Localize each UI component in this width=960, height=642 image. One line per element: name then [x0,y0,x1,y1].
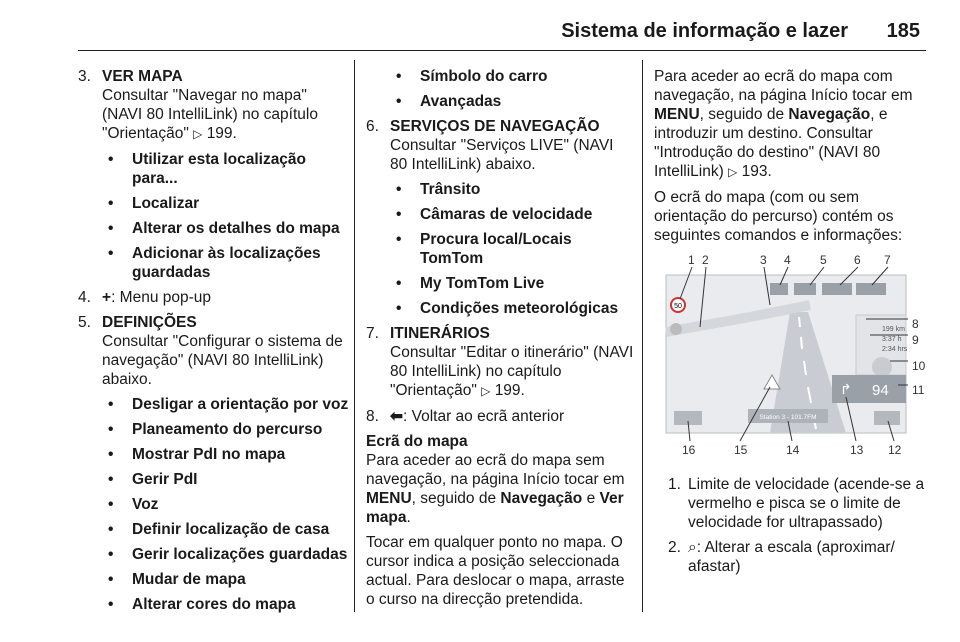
text: e [582,490,600,507]
figure-caption-list [654,475,932,576]
top-btn-6 [822,283,852,295]
top-btn-4 [770,283,788,295]
item-heading: ITINERÁRIOS [390,325,490,342]
item-text-body: Consultar "Editar o itinerário" (NAVI 80 IntelliLink) no capítulo "Orientação" [390,344,634,399]
page-ref: 193. [741,163,772,180]
callout-number: 1 [688,253,695,267]
bullet-item: • Condições meteorológicas [390,299,634,318]
column-divider-2 [642,60,643,612]
callout-number: 7 [884,253,891,267]
caption-item [654,475,932,532]
callout-number: 8 [912,317,919,331]
bullet-item: • Planeamento do percurso [102,420,350,439]
callout-number: 2 [702,253,709,267]
bullet-item: • Voz [102,495,350,514]
callout-number: 13 [850,443,864,457]
bullet-list-3 [102,150,350,282]
page-number: 185 [886,20,920,42]
paragraph-2: O ecrã do mapa (com ou sem orientação do percurso) contém os seguintes comandos e informações: [654,189,903,244]
header-rule [78,50,926,51]
list-item-7 [366,324,634,401]
list-item-3 [78,67,350,282]
callout-number: 15 [734,443,748,457]
page-header [0,0,960,50]
page-ref: 199. [206,125,237,142]
bullet-item: • Mostrar PdI no mapa [102,445,350,464]
list-item-8 [366,407,634,426]
zoom-icon [670,323,682,335]
caption-text: Limite de velocidade (acende-se a vermelho e pisca se o limite de velocidade for ultrapassado) [688,476,925,531]
pointer-arrow-icon: ▷ [481,384,491,398]
callout-number: 9 [912,333,919,347]
text: , seguido de [699,106,789,123]
bullet-item: • Procura local/Locais TomTom [390,230,634,268]
bottom-btn-12 [874,411,900,425]
callout-number: 3 [760,253,767,267]
item-number: 4. [78,289,91,306]
bullet-item: • Localizar [102,194,350,213]
item-heading: DEFINIÇÕES [102,314,197,331]
item-number: 8. [366,408,379,425]
bullet-item: • Símbolo do carro [390,67,634,86]
speed-limit-value: 50 [674,303,682,310]
pointer-arrow-icon: ▷ [193,127,203,141]
text: , e introduzir um destino. Consultar "Introdução do destino" (NAVI 80 IntelliLink) [654,106,888,180]
callout-number: 4 [784,253,791,267]
item-number: 6. [366,118,379,135]
list-item-5 [78,313,350,614]
distance-value: 199 km [882,326,905,333]
column-3 [654,67,932,582]
bullet-list-6 [390,180,634,318]
paragraph-1 [654,67,932,182]
item-text-body: Consultar "Navegar no mapa" (NAVI 80 IntelliLink) no capítulo "Orientação" [102,87,318,142]
caption-text: : Alterar a escala (aproximar/ afastar) [688,539,895,575]
item-text [102,86,350,144]
bold-text: Navegação [500,490,583,507]
column-divider-1 [354,60,355,612]
item-number: 5. [78,314,91,331]
bold-text: MENU [654,106,700,123]
callout-number: 10 [912,359,926,373]
text: . [406,509,411,526]
bullet-item: • Desligar a orientação por voz [102,395,350,414]
bullet-item: • Câmaras de velocidade [390,205,634,224]
item-text: Consultar "Configurar o sistema de navegação" (NAVI 80 IntelliLink) abaixo. [102,333,343,388]
callout-number: 6 [854,253,861,267]
page-title: Sistema de informação e lazer [561,20,848,42]
plus-icon: + [102,289,112,306]
item-text: : Voltar ao ecrã anterior [403,408,565,425]
item-heading: VER MAPA [102,68,183,85]
current-speed: 94 [872,382,889,399]
callout-number: 11 [912,383,925,397]
text: Para aceder ao ecrã do mapa sem navegação, na página Início tocar em [366,452,625,488]
zoom-search-icon: ⌕ [688,539,697,556]
bullet-item: • My TomTom Live [390,274,634,293]
bullet-item: • Mudar de mapa [102,570,350,589]
pointer-arrow-icon: ▷ [728,165,738,179]
item-text: Consultar "Serviços LIVE" (NAVI 80 IntelliLink) abaixo. [390,137,614,173]
map-screen-illustration [660,257,932,457]
item-number: 3. [78,68,91,85]
bold-text: Navegação [788,106,871,123]
caption-number: 2. [668,539,681,556]
bullet-item: • Gerir localizações guardadas [102,545,350,564]
bullet-item: • Trânsito [390,180,634,199]
section-paragraph-2: Tocar em qualquer ponto no mapa. O cursor indica a posição seleccionada actual. Para deslocar o mapa, arraste o curso na direcção pretendida. [366,534,625,608]
time-value: 3:37 h [882,336,902,343]
item-number: 7. [366,325,379,342]
item-text [390,343,634,401]
section-heading: Ecrã do mapa [366,433,468,450]
list-item-6 [366,117,634,318]
arrival-value: 2:34 hrs [882,346,908,353]
callout-number: 14 [786,443,800,457]
section-paragraph-1 [366,451,634,527]
bullet-item: • Avançadas [390,92,634,111]
bullet-item: • Alterar os detalhes do mapa [102,219,350,238]
callout-number: 16 [682,443,696,457]
bold-text: MENU [366,490,412,507]
bullet-list-5 [102,395,350,614]
text: , seguido de [411,490,501,507]
station-label: Station 3 - 101.7FM [759,414,817,421]
speed-gauge [872,357,892,377]
list-item-4 [78,288,350,307]
map-screen-figure [660,253,932,457]
bullet-list-top [366,67,634,111]
top-btn-5 [794,283,816,295]
bullet-item: • Adicionar às localizações guardadas [102,244,350,282]
text: Para aceder ao ecrã do mapa com navegação, na página Início tocar em [654,68,913,104]
bold-text: Ver mapa [366,490,624,526]
top-btn-7 [856,283,886,295]
bullet-item: • Gerir PdI [102,470,350,489]
bullet-item: • Alterar cores do mapa [102,595,350,614]
item-heading: SERVIÇOS DE NAVEGAÇÃO [390,118,600,135]
bullet-item: • Utilizar esta localização para... [102,150,350,188]
callout-number: 5 [820,253,827,267]
item-text: : Menu pop-up [111,289,212,306]
turn-arrow-icon: ↱ [840,382,852,398]
caption-number: 1. [668,476,681,493]
column-1 [78,67,350,620]
caption-item [654,538,932,576]
column-2 [366,67,634,615]
callout-number: 12 [888,443,902,457]
page-ref: 199. [494,382,525,399]
bullet-item: • Definir localização de casa [102,520,350,539]
back-arrow-icon: ⬅ [390,408,403,425]
